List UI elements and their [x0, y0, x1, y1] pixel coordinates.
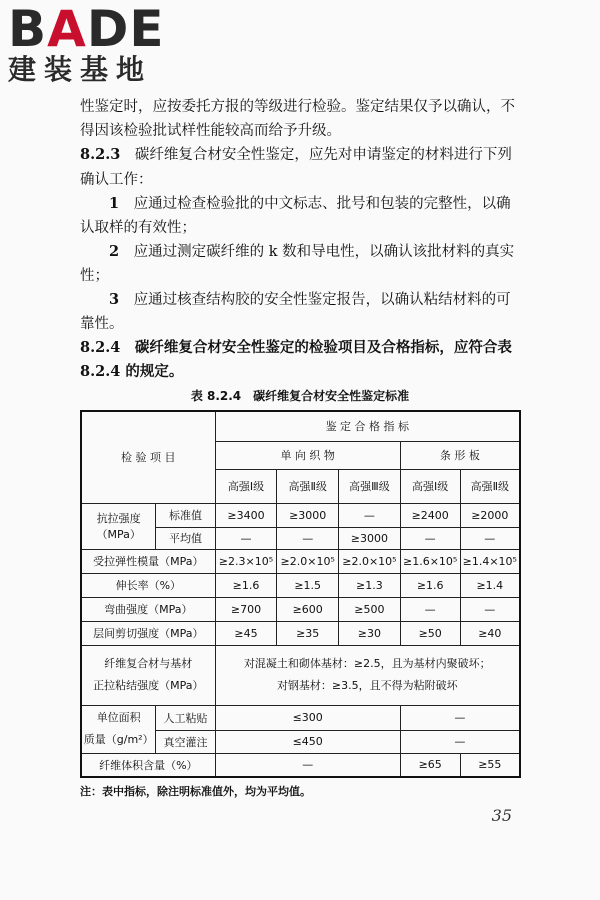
- value-cell: ≥500: [339, 597, 401, 621]
- value-cell: ≥1.5: [277, 573, 339, 597]
- grade-cell: 高强Ⅲ级: [339, 469, 401, 503]
- value-cell: —: [460, 597, 520, 621]
- value-cell: ≥3400: [215, 503, 277, 527]
- paragraph-continuation: 性鉴定时，应按委托方报的等级进行检验。鉴定结果仅予以确认，不得因该检验批试样性能较高而给予升级。: [80, 99, 515, 139]
- value-cell: ≥2.3×10⁵: [215, 549, 277, 573]
- header-plate: 条 形 板: [400, 441, 520, 469]
- section-8-2-4: 8.2.4 碳纤维复合材安全性鉴定的检验项目及合格指标，应符合表 8.2.4 的规定。: [80, 339, 512, 380]
- item-1: 1 应通过检查检验批的中文标志、批号和包装的完整性，以确认取样的有效性；: [80, 195, 511, 236]
- value-cell: ≥2000: [460, 503, 520, 527]
- grade-cell: 高强Ⅰ级: [215, 469, 277, 503]
- bending-label: 弯曲强度（MPa）: [81, 597, 215, 621]
- value-cell: ≤450: [215, 730, 400, 753]
- value-cell: ≥1.4×10⁵: [460, 549, 520, 573]
- item-2: 2 应通过测定碳纤维的 k 数和导电性，以确认该批材料的真实性；: [80, 243, 515, 284]
- logo-wordmark: BADE: [8, 0, 165, 58]
- table-caption: 表 8.2.4 碳纤维复合材安全性鉴定标准: [190, 389, 410, 403]
- value-cell: ≤300: [215, 705, 400, 730]
- avg-label: 平均值: [156, 527, 215, 549]
- value-cell: —: [400, 705, 520, 730]
- tensile-label: 抗拉强度 （MPa）: [81, 503, 156, 549]
- value-cell: ≥45: [215, 621, 277, 645]
- value-cell: ≥3000: [339, 527, 401, 549]
- fiber-volume-label: 纤维体积含量（%）: [81, 753, 215, 777]
- page-number: 35: [491, 806, 512, 825]
- mass-label: 单位面积 质量（g/m²）: [81, 705, 156, 753]
- value-cell: —: [400, 730, 520, 753]
- grade-cell: 高强Ⅱ级: [460, 469, 520, 503]
- section-8-2-3: 8.2.3 碳纤维复合材安全性鉴定，应先对申请鉴定的材料进行下列确认工作：: [80, 146, 512, 188]
- value-cell: ≥2400: [400, 503, 460, 527]
- value-cell: ≥600: [277, 597, 339, 621]
- body-text: [80, 96, 520, 383]
- value-cell: ≥2.0×10⁵: [339, 549, 401, 573]
- value-cell: ≥55: [460, 753, 520, 777]
- logo-subtitle: 建装基地: [8, 53, 153, 86]
- value-cell: ≥40: [460, 621, 520, 645]
- value-cell: ≥35: [277, 621, 339, 645]
- value-cell: ≥1.6: [400, 573, 460, 597]
- bond-label: 纤维复合材与基材 正拉粘结强度（MPa）: [81, 645, 215, 705]
- value-cell: —: [339, 503, 401, 527]
- mass-hand-label: 人工粘贴: [156, 705, 215, 730]
- modulus-label: 受拉弹性模量（MPa）: [81, 549, 215, 573]
- value-cell: ≥700: [215, 597, 277, 621]
- value-cell: —: [400, 597, 460, 621]
- standard-table: [80, 410, 521, 778]
- bond-value: 对混凝土和砌体基材：≥2.5，且为基材内聚破坏； 对钢基材：≥3.5，且不得为粘附破坏: [215, 645, 520, 705]
- grade-cell: 高强Ⅰ级: [400, 469, 460, 503]
- header-unidirectional: 单 向 织 物: [215, 441, 400, 469]
- elongation-label: 伸长率（%）: [81, 573, 215, 597]
- value-cell: ≥65: [400, 753, 460, 777]
- item-3: 3 应通过核查结构胶的安全性鉴定报告，以确认粘结材料的可靠性。: [80, 291, 511, 332]
- header-item: 检 验 项 目: [81, 411, 215, 503]
- bade-logo: [8, 0, 183, 86]
- value-cell: ≥3000: [277, 503, 339, 527]
- value-cell: ≥1.6: [215, 573, 277, 597]
- value-cell: ≥50: [400, 621, 460, 645]
- value-cell: —: [460, 527, 520, 549]
- value-cell: ≥2.0×10⁵: [277, 549, 339, 573]
- value-cell: ≥1.3: [339, 573, 401, 597]
- value-cell: —: [215, 527, 277, 549]
- mass-vacuum-label: 真空灌注: [156, 730, 215, 753]
- value-cell: —: [215, 753, 400, 777]
- value-cell: —: [277, 527, 339, 549]
- std-label: 标准值: [156, 503, 215, 527]
- table-note: 注：表中指标，除注明标准值外，均为平均值。: [80, 785, 311, 798]
- grade-cell: 高强Ⅱ级: [277, 469, 339, 503]
- shear-label: 层间剪切强度（MPa）: [81, 621, 215, 645]
- value-cell: —: [400, 527, 460, 549]
- header-criteria: 鉴 定 合 格 指 标: [215, 411, 520, 441]
- value-cell: ≥30: [339, 621, 401, 645]
- value-cell: ≥1.4: [460, 573, 520, 597]
- value-cell: ≥1.6×10⁵: [400, 549, 460, 573]
